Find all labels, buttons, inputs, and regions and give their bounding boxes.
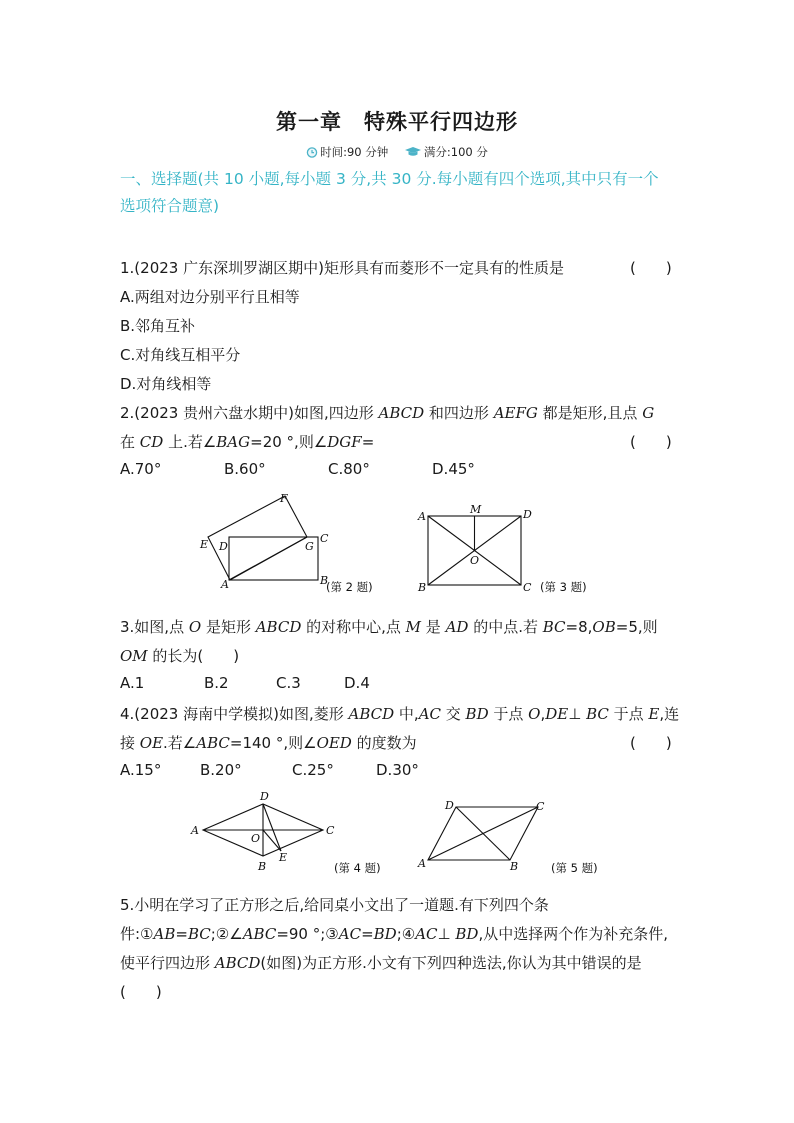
figure-q5-caption: (第 5 题) (551, 861, 598, 875)
segment-ag (229, 537, 307, 580)
label-b: B (418, 581, 427, 594)
label-o: O (251, 832, 261, 845)
figure-q4-caption: (第 4 题) (334, 861, 381, 875)
q4-math: O (528, 705, 541, 723)
exam-meta (0, 144, 794, 161)
q4-text: ,连 (659, 705, 680, 723)
q5-text: ;④ (396, 925, 416, 943)
q2-stem-line1 (120, 402, 654, 423)
q1-option-a: A.两组对边分别平行且相等 (120, 288, 300, 306)
q5-math: BD (455, 925, 479, 943)
q4-text: 中, (394, 705, 419, 723)
score-label: 满分:100 分 (423, 145, 488, 159)
q2-text: 上.若∠ (163, 433, 217, 451)
q3-stem-line1 (120, 616, 658, 637)
q4-option-c: C.25° (292, 761, 334, 779)
q4-text: ⊥ (568, 705, 587, 723)
rectangle-aefg (208, 496, 307, 580)
q3-stem-line2 (120, 645, 239, 666)
q3-math: M (405, 618, 422, 636)
q2-text: 在 (120, 433, 140, 451)
section-heading-line2: 选项符合题意) (120, 197, 220, 215)
q4-stem-line1 (120, 703, 679, 724)
q5-math: BD (373, 925, 397, 943)
q5-text: = (361, 925, 374, 943)
q2-text: 2.(2023 贵州六盘水期中)如图,四边形 (120, 404, 379, 422)
q4-text: , (540, 705, 546, 723)
q4-option-b: B.20° (200, 761, 242, 779)
q5-math: BC (187, 925, 211, 943)
q5-math: AC (338, 925, 362, 943)
label-a: A (191, 824, 199, 837)
q1-option-d: D.对角线相等 (120, 375, 212, 393)
q2-text: 都是矩形,且点 (537, 404, 643, 422)
q5-math: ABCD (214, 954, 261, 972)
q3-option-a: A.1 (120, 674, 145, 692)
label-f: F (280, 492, 288, 505)
q3-text: 的长为( ) (147, 647, 240, 665)
q2-math: ABCD (378, 404, 425, 422)
q2-math: G (642, 404, 655, 422)
q3-options (120, 674, 370, 692)
q4-options (120, 761, 419, 779)
q4-math: BD (465, 705, 489, 723)
q3-text: 是矩形 (201, 618, 256, 636)
section-heading (120, 166, 680, 220)
q2-options (120, 460, 475, 478)
q4-option-a: A.15° (120, 761, 162, 779)
time-info (306, 145, 392, 159)
q5-math: AC (415, 925, 438, 943)
q4-text: 交 (441, 705, 466, 723)
q3-text: =5,则 (615, 618, 658, 636)
q4-math: BC (586, 705, 609, 723)
q5-stem-line3 (120, 952, 642, 973)
q3-math: AD (445, 618, 469, 636)
q1-answer-bracket: ( ) (630, 259, 672, 277)
q4-math: OED (316, 734, 352, 752)
q4-option-d: D.30° (376, 761, 419, 779)
q3-text: 的对称中心,点 (301, 618, 406, 636)
q4-text: 于点 (608, 705, 649, 723)
q5-math: ABC (242, 925, 277, 943)
q2-stem-line2 (120, 431, 374, 452)
label-b: B (258, 860, 267, 873)
q2-text: = (361, 433, 375, 451)
q3-text: =8, (565, 618, 593, 636)
figure-q5 (412, 792, 612, 880)
q1-stem-text: 1.(2023 广东深圳罗湖区期中)矩形具有而菱形不一定具有的性质是 (120, 259, 564, 277)
q2-option-d: D.45° (432, 460, 475, 478)
q4-math: OE (139, 734, 164, 752)
q4-text: 的度数为 (351, 734, 417, 752)
q2-math: CD (139, 433, 164, 451)
q5-math: AB (153, 925, 176, 943)
q5-stem-line2 (120, 923, 668, 944)
q4-math: ABCD (348, 705, 395, 723)
figure-q4 (185, 788, 400, 880)
label-c: C (536, 800, 545, 813)
q2-math: DGF (327, 433, 362, 451)
q4-math: DE (545, 705, 569, 723)
label-c: C (326, 824, 335, 837)
section-heading-line1: 一、选择题(共 10 小题,每小题 3 分,共 30 分.每小题有四个选项,其中只有一个 (120, 170, 659, 188)
q3-text: 是 (421, 618, 446, 636)
figure-q3 (412, 500, 612, 600)
q3-math: OM (120, 647, 148, 665)
q5-answer-bracket: ( ) (120, 983, 162, 1001)
q5-text: 使平行四边形 (120, 954, 215, 972)
q5-text: (如图)为正方形.小文有下列四种选法,你认为其中错误的是 (260, 954, 642, 972)
q5-text: ;②∠ (210, 925, 243, 943)
segment-oe (263, 830, 281, 851)
q2-math: AEFG (493, 404, 538, 422)
q5-text: =90 °;③ (276, 925, 339, 943)
q4-text: =140 °,则∠ (229, 734, 317, 752)
label-c: C (523, 581, 532, 594)
q2-option-c: C.80° (328, 460, 370, 478)
q5-text: 件:① (120, 925, 154, 943)
q4-math: AC (418, 705, 441, 723)
q3-math: O (188, 618, 202, 636)
q4-text: 接 (120, 734, 140, 752)
q4-stem-line2 (120, 732, 417, 753)
q4-math: ABC (196, 734, 230, 752)
q1-option-c: C.对角线互相平分 (120, 346, 241, 364)
q3-option-d: D.4 (344, 674, 370, 692)
q2-text: 和四边形 (424, 404, 494, 422)
q5-text: ,从中选择两个作为补充条件, (478, 925, 668, 943)
label-e: E (279, 851, 288, 864)
score-info (404, 145, 488, 159)
label-d: D (523, 508, 532, 521)
label-g: G (305, 540, 314, 553)
q3-math: OB (592, 618, 616, 636)
label-d: D (219, 540, 228, 553)
page-title: 第一章 特殊平行四边形 (276, 110, 518, 134)
graduation-cap-icon (404, 146, 422, 161)
q3-text: 3.如图,点 (120, 618, 189, 636)
q2-answer-bracket: ( ) (630, 433, 672, 451)
q4-answer-bracket: ( ) (630, 734, 672, 752)
label-a: A (418, 510, 426, 523)
label-b: B (510, 860, 519, 873)
q3-text: 的中点.若 (468, 618, 543, 636)
label-d: D (445, 799, 454, 812)
q5-stem-line1: 5.小明在学习了正方形之后,给同桌小文出了一道题.有下列四个条 (120, 896, 549, 914)
q3-math: BC (542, 618, 566, 636)
q3-math: ABCD (255, 618, 302, 636)
q2-option-b: B.60° (224, 460, 266, 478)
label-d: D (260, 790, 269, 803)
clock-icon (306, 146, 318, 161)
label-c: C (320, 532, 329, 545)
diagonal-bd (456, 807, 510, 860)
label-e: E (200, 538, 209, 551)
figure-q3-caption: (第 3 题) (540, 580, 587, 594)
q1-option-b: B.邻角互补 (120, 317, 196, 335)
q4-text: 4.(2023 海南中学模拟)如图,菱形 (120, 705, 349, 723)
q5-text: = (175, 925, 188, 943)
label-b: B (320, 574, 329, 587)
label-a: A (418, 857, 426, 870)
label-m: M (470, 503, 482, 516)
figure-q2 (195, 490, 395, 602)
label-a: A (221, 578, 229, 591)
q4-text: 于点 (488, 705, 529, 723)
figure-q2-caption: (第 2 题) (326, 580, 373, 594)
q2-text: =20 °,则∠ (250, 433, 328, 451)
q5-text: ⊥ (437, 925, 456, 943)
q3-option-c: C.3 (276, 674, 301, 692)
q1-stem (120, 257, 564, 278)
time-label: 时间:90 分钟 (320, 145, 389, 159)
label-o: O (470, 554, 480, 567)
q2-math: BAG (216, 433, 251, 451)
q2-option-a: A.70° (120, 460, 162, 478)
q4-text: .若∠ (163, 734, 197, 752)
q3-option-b: B.2 (204, 674, 229, 692)
q4-math: E (648, 705, 660, 723)
